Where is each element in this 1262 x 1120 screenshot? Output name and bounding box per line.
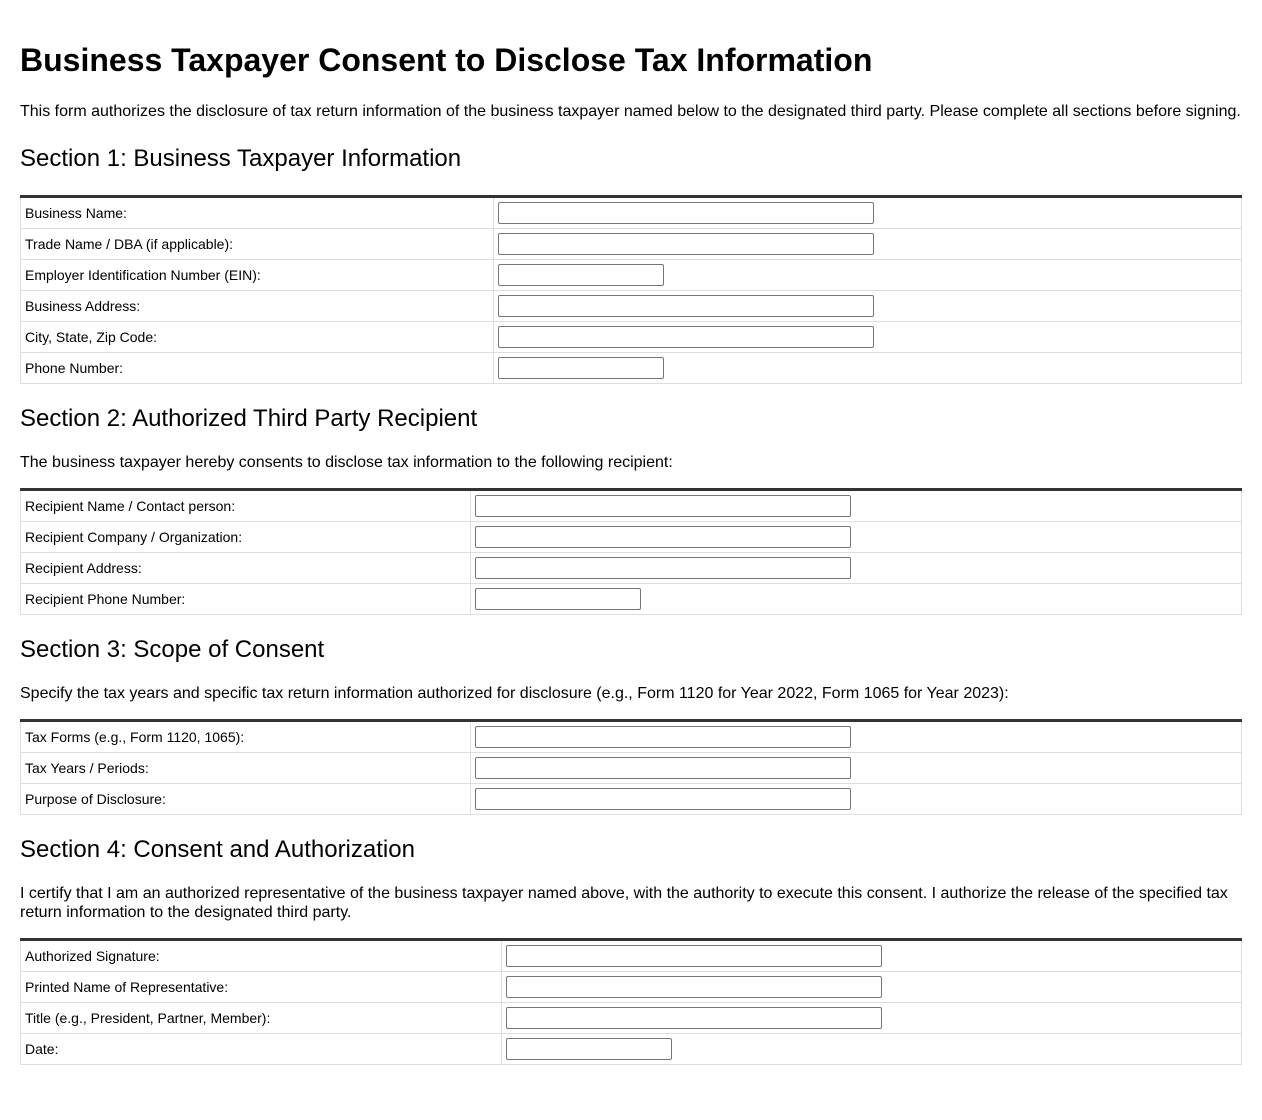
recipient-table — [20, 488, 1242, 615]
authorization-table — [20, 938, 1242, 1065]
page-title: Business Taxpayer Consent to Disclose Tax Information — [20, 42, 873, 78]
business-name-label: Business Name: — [21, 197, 494, 229]
section4-description: I certify that I am an authorized representative of the business taxpayer named above, with the authority to execute this consent. I authorize the release of the specified tax return information to the designated third party. — [20, 885, 1228, 921]
business-address-input[interactable] — [498, 295, 874, 317]
city-state-zip-input[interactable] — [498, 326, 874, 348]
tax-forms-label: Tax Forms (e.g., Form 1120, 1065): — [21, 721, 471, 753]
date-label: Date: — [21, 1034, 502, 1065]
table-row — [21, 553, 1242, 584]
title-label: Title (e.g., President, Partner, Member): — [21, 1003, 502, 1034]
recipient-phone-input[interactable] — [475, 588, 641, 610]
recipient-name-input[interactable] — [475, 495, 851, 517]
table-row — [21, 1003, 1242, 1034]
printed-name-input[interactable] — [506, 976, 882, 998]
recipient-company-input[interactable] — [475, 526, 851, 548]
recipient-address-label: Recipient Address: — [21, 553, 471, 584]
table-row — [21, 353, 1242, 384]
table-row — [21, 229, 1242, 260]
business-name-input[interactable] — [498, 202, 874, 224]
phone-number-input[interactable] — [498, 357, 664, 379]
table-row — [21, 972, 1242, 1003]
tax-forms-input[interactable] — [475, 726, 851, 748]
table-row — [21, 291, 1242, 322]
date-input[interactable] — [506, 1038, 672, 1060]
recipient-phone-label: Recipient Phone Number: — [21, 584, 471, 615]
recipient-address-input[interactable] — [475, 557, 851, 579]
ein-input[interactable] — [498, 264, 664, 286]
ein-label: Employer Identification Number (EIN): — [21, 260, 494, 291]
purpose-label: Purpose of Disclosure: — [21, 784, 471, 815]
business-address-label: Business Address: — [21, 291, 494, 322]
trade-name-input[interactable] — [498, 233, 874, 255]
signature-label: Authorized Signature: — [21, 940, 502, 972]
table-row — [21, 1034, 1242, 1065]
tax-years-label: Tax Years / Periods: — [21, 753, 471, 784]
section3-description: Specify the tax years and specific tax return information authorized for disclosure (e.g., Form 1120 for Year 2022, Form 1065 for Year 2023): — [20, 685, 1009, 702]
section4-heading: Section 4: Consent and Authorization — [20, 836, 415, 863]
purpose-input[interactable] — [475, 788, 851, 810]
table-row — [21, 322, 1242, 353]
scope-table — [20, 719, 1242, 815]
business-taxpayer-table — [20, 195, 1242, 384]
recipient-name-label: Recipient Name / Contact person: — [21, 490, 471, 522]
table-row — [21, 753, 1242, 784]
table-row — [21, 197, 1242, 229]
phone-number-label: Phone Number: — [21, 353, 494, 384]
title-input[interactable] — [506, 1007, 882, 1029]
section2-description: The business taxpayer hereby consents to disclose tax information to the following recipient: — [20, 454, 673, 471]
tax-years-input[interactable] — [475, 757, 851, 779]
printed-name-label: Printed Name of Representative: — [21, 972, 502, 1003]
table-row — [21, 260, 1242, 291]
section1-heading: Section 1: Business Taxpayer Information — [20, 145, 462, 172]
table-row — [21, 784, 1242, 815]
table-row — [21, 522, 1242, 553]
signature-input[interactable] — [506, 945, 882, 967]
section2-heading: Section 2: Authorized Third Party Recipient — [20, 405, 478, 432]
table-row — [21, 940, 1242, 972]
table-row — [21, 584, 1242, 615]
section3-heading: Section 3: Scope of Consent — [20, 636, 325, 663]
intro-text: This form authorizes the disclosure of tax return information of the business taxpayer named below to the designated third party. Please complete all sections before signing. — [20, 103, 1241, 120]
city-state-zip-label: City, State, Zip Code: — [21, 322, 494, 353]
table-row — [21, 721, 1242, 753]
recipient-company-label: Recipient Company / Organization: — [21, 522, 471, 553]
table-row — [21, 490, 1242, 522]
trade-name-label: Trade Name / DBA (if applicable): — [21, 229, 494, 260]
